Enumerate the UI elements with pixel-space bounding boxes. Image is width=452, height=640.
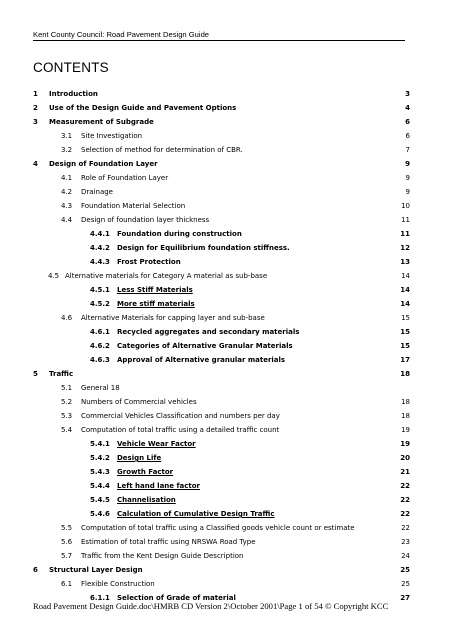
toc-entry[interactable] (0, 256, 452, 268)
page-title: CONTENTS (33, 60, 109, 75)
page-footer: Road Pavement Design Guide.doc\HMRB CD Version 2\October 2001\Page 1 of 54 © Copyright KCC (33, 601, 389, 611)
toc-entry[interactable] (0, 102, 452, 114)
toc-entry-page: 22 (400, 482, 410, 490)
toc-entry-page: 18 (401, 412, 410, 420)
toc-entry-number: 5.4 (61, 426, 73, 434)
toc-entry-page: 21 (400, 468, 410, 476)
toc-entry-page: 14 (401, 272, 410, 280)
toc-entry[interactable] (0, 186, 452, 198)
toc-entry-number: 5.3 (61, 412, 73, 420)
toc-entry-title: Frost Protection (117, 258, 181, 266)
toc-entry[interactable] (0, 452, 452, 464)
toc-entry-title: Traffic from the Kent Design Guide Description (81, 552, 244, 560)
toc-entry-page: 9 (405, 160, 410, 168)
toc-entry[interactable] (0, 508, 452, 520)
toc-entry-title: Site Investigation (81, 132, 143, 140)
toc-entry-title: Use of the Design Guide and Pavement Options (49, 104, 237, 112)
toc-entry[interactable] (0, 480, 452, 492)
toc-entry[interactable] (0, 326, 452, 338)
toc-entry-number: 4.1 (61, 174, 73, 182)
toc-entry-page: 18 (401, 398, 410, 406)
toc-entry-title: Categories of Alternative Granular Materials (117, 342, 293, 350)
toc-entry-number: 5.4.4 (90, 482, 110, 490)
toc-entry-number: 4 (33, 160, 38, 168)
toc-entry[interactable] (0, 396, 452, 408)
toc-entry-title: Foundation Material Selection (81, 202, 186, 210)
toc-entry-title: Approval of Alternative granular materials (117, 356, 286, 364)
toc-entry-number: 1 (33, 90, 38, 98)
toc-entry-page: 15 (401, 314, 410, 322)
toc-entry[interactable] (0, 200, 452, 212)
toc-entry-title: Design for Equilibrium foundation stiffness. (117, 244, 290, 252)
toc-entry[interactable] (0, 424, 452, 436)
toc-entry-number: 4.6.1 (90, 328, 110, 336)
toc-entry[interactable] (0, 536, 452, 548)
toc-entry[interactable] (0, 438, 452, 450)
toc-entry-page: 9 (405, 174, 410, 182)
toc-entry-page: 12 (400, 244, 410, 252)
running-header: Kent County Council: Road Pavement Design Guide (33, 30, 405, 41)
toc-entry-title: Less Stiff Materials (117, 286, 193, 294)
toc-entry-number: 5.1 (61, 384, 73, 392)
toc-entry[interactable] (0, 382, 452, 394)
toc-entry-number: 5.5 (61, 524, 73, 532)
toc-entry-page: 6 (405, 118, 410, 126)
toc-entry-title: Computation of total traffic using a detailed traffic count (81, 426, 280, 434)
toc-entry-title: Alternative Materials for capping layer and sub-base (81, 314, 265, 322)
toc-entry-page: 25 (400, 566, 410, 574)
toc-entry-title: Computation of total traffic using a Classified goods vehicle count or estimate (81, 524, 355, 532)
toc-entry-number: 5.6 (61, 538, 73, 546)
toc-entry-title: Measurement of Subgrade (49, 118, 154, 126)
toc-entry-number: 4.6 (61, 314, 73, 322)
toc-entry-title: Commercial Vehicles Classification and numbers per day (81, 412, 280, 420)
toc-entry-title: Design Life (117, 454, 162, 462)
toc-entry-number: 5.2 (61, 398, 73, 406)
toc-entry[interactable] (0, 340, 452, 352)
toc-entry[interactable] (0, 494, 452, 506)
toc-entry[interactable] (0, 578, 452, 590)
toc-entry-page: 19 (400, 440, 410, 448)
toc-entry-page: 14 (400, 286, 410, 294)
toc-entry[interactable] (0, 284, 452, 296)
toc-entry[interactable] (0, 466, 452, 478)
toc-entry[interactable] (0, 214, 452, 226)
toc-entry[interactable] (0, 158, 452, 170)
toc-entry-page: 22 (400, 510, 410, 518)
toc-entry-page: 20 (400, 454, 410, 462)
toc-entry-number: 2 (33, 104, 38, 112)
toc-entry-page: 19 (401, 426, 410, 434)
toc-entry-page: 18 (400, 370, 410, 378)
toc-entry-number: 4.5.2 (90, 300, 110, 308)
toc-entry-page: 22 (401, 524, 410, 532)
toc-entry[interactable] (0, 270, 452, 282)
toc-entry-title: General 18 (81, 384, 120, 392)
toc-entry-number: 6.1.1 (90, 594, 110, 602)
toc-entry-title: Design of foundation layer thickness (81, 216, 210, 224)
toc-entry-page: 11 (400, 230, 410, 238)
toc-entry-number: 3 (33, 118, 38, 126)
toc-entry-number: 5.7 (61, 552, 73, 560)
toc-entry-number: 3.1 (61, 132, 73, 140)
toc-entry-page: 25 (401, 580, 410, 588)
toc-entry-page: 15 (400, 342, 410, 350)
toc-entry[interactable] (0, 312, 452, 324)
toc-entry-page: 14 (400, 300, 410, 308)
toc-entry-number: 5.4.1 (90, 440, 110, 448)
toc-entry-title: Alternative materials for Category A material as sub-base (65, 272, 268, 280)
toc-entry[interactable] (0, 550, 452, 562)
toc-entry-title: Recycled aggregates and secondary materials (117, 328, 300, 336)
toc-entry[interactable] (0, 522, 452, 534)
toc-entry-title: Traffic (49, 370, 74, 378)
toc-entry-number: 4.5 (48, 272, 60, 280)
toc-entry-page: 3 (405, 90, 410, 98)
toc-entry-page: 9 (405, 188, 410, 196)
toc-entry-number: 4.2 (61, 188, 73, 196)
toc-entry-title: Flexible Construction (81, 580, 155, 588)
toc-entry-title: Left hand lane factor (117, 482, 200, 490)
toc-entry-number: 4.3 (61, 202, 73, 210)
toc-entry-title: Selection of method for determination of CBR. (81, 146, 243, 154)
toc-entry[interactable] (0, 368, 452, 380)
toc-entry-number: 4.4.1 (90, 230, 110, 238)
toc-entry[interactable] (0, 172, 452, 184)
toc-entry[interactable] (0, 354, 452, 366)
toc-entry-title: Growth Factor (117, 468, 174, 476)
toc-entry-number: 4.6.2 (90, 342, 110, 350)
toc-entry[interactable] (0, 88, 452, 100)
toc-entry-number: 4.4.2 (90, 244, 110, 252)
toc-entry[interactable] (0, 564, 452, 576)
toc-entry-title: Introduction (49, 90, 98, 98)
toc-entry-page: 27 (400, 594, 410, 602)
toc-entry-page: 15 (400, 328, 410, 336)
toc-entry-number: 5.4.6 (90, 510, 110, 518)
toc-entry-number: 5 (33, 370, 38, 378)
toc-entry[interactable] (0, 144, 452, 156)
toc-entry[interactable] (0, 116, 452, 128)
toc-entry-title: Vehicle Wear Factor (117, 440, 196, 448)
toc-entry-number: 6 (33, 566, 38, 574)
toc-entry-page: 11 (401, 216, 410, 224)
toc-entry-page: 17 (400, 356, 410, 364)
toc-entry-page: 10 (401, 202, 410, 210)
toc-entry[interactable] (0, 410, 452, 422)
toc-entry-title: Calculation of Cumulative Design Traffic (117, 510, 275, 518)
toc-entry-number: 3.2 (61, 146, 73, 154)
toc-entry[interactable] (0, 228, 452, 240)
toc-entry-page: 23 (401, 538, 410, 546)
toc-entry-number: 4.6.3 (90, 356, 110, 364)
toc-entry-title: More stiff materials (117, 300, 195, 308)
toc-entry-title: Design of Foundation Layer (49, 160, 158, 168)
toc-entry-page: 13 (400, 258, 410, 266)
toc-entry-page: 4 (405, 104, 410, 112)
toc-entry-number: 4.4 (61, 216, 73, 224)
toc-entry-number: 5.4.2 (90, 454, 110, 462)
toc-entry-number: 4.5.1 (90, 286, 110, 294)
toc-entry[interactable] (0, 298, 452, 310)
toc-entry-title: Channelisation (117, 496, 176, 504)
toc-entry-number: 5.4.5 (90, 496, 110, 504)
toc-entry[interactable] (0, 130, 452, 142)
toc-entry[interactable] (0, 242, 452, 254)
toc-entry-number: 5.4.3 (90, 468, 110, 476)
toc-entry-number: 4.4.3 (90, 258, 110, 266)
toc-entry-number: 6.1 (61, 580, 73, 588)
toc-entry-title: Selection of Grade of material (117, 594, 236, 602)
toc-entry-title: Role of Foundation Layer (81, 174, 169, 182)
toc-entry-title: Estimation of total traffic using NRSWA Road Type (81, 538, 256, 546)
toc-entry-page: 6 (405, 132, 410, 140)
toc-entry-page: 22 (400, 496, 410, 504)
toc-entry-page: 7 (405, 146, 410, 154)
toc-entry-title: Foundation during construction (117, 230, 242, 238)
toc-entry-title: Numbers of Commercial vehicles (81, 398, 197, 406)
toc-entry-page: 24 (401, 552, 410, 560)
toc-entry-title: Drainage (81, 188, 113, 196)
toc-entry-title: Structural Layer Design (49, 566, 143, 574)
